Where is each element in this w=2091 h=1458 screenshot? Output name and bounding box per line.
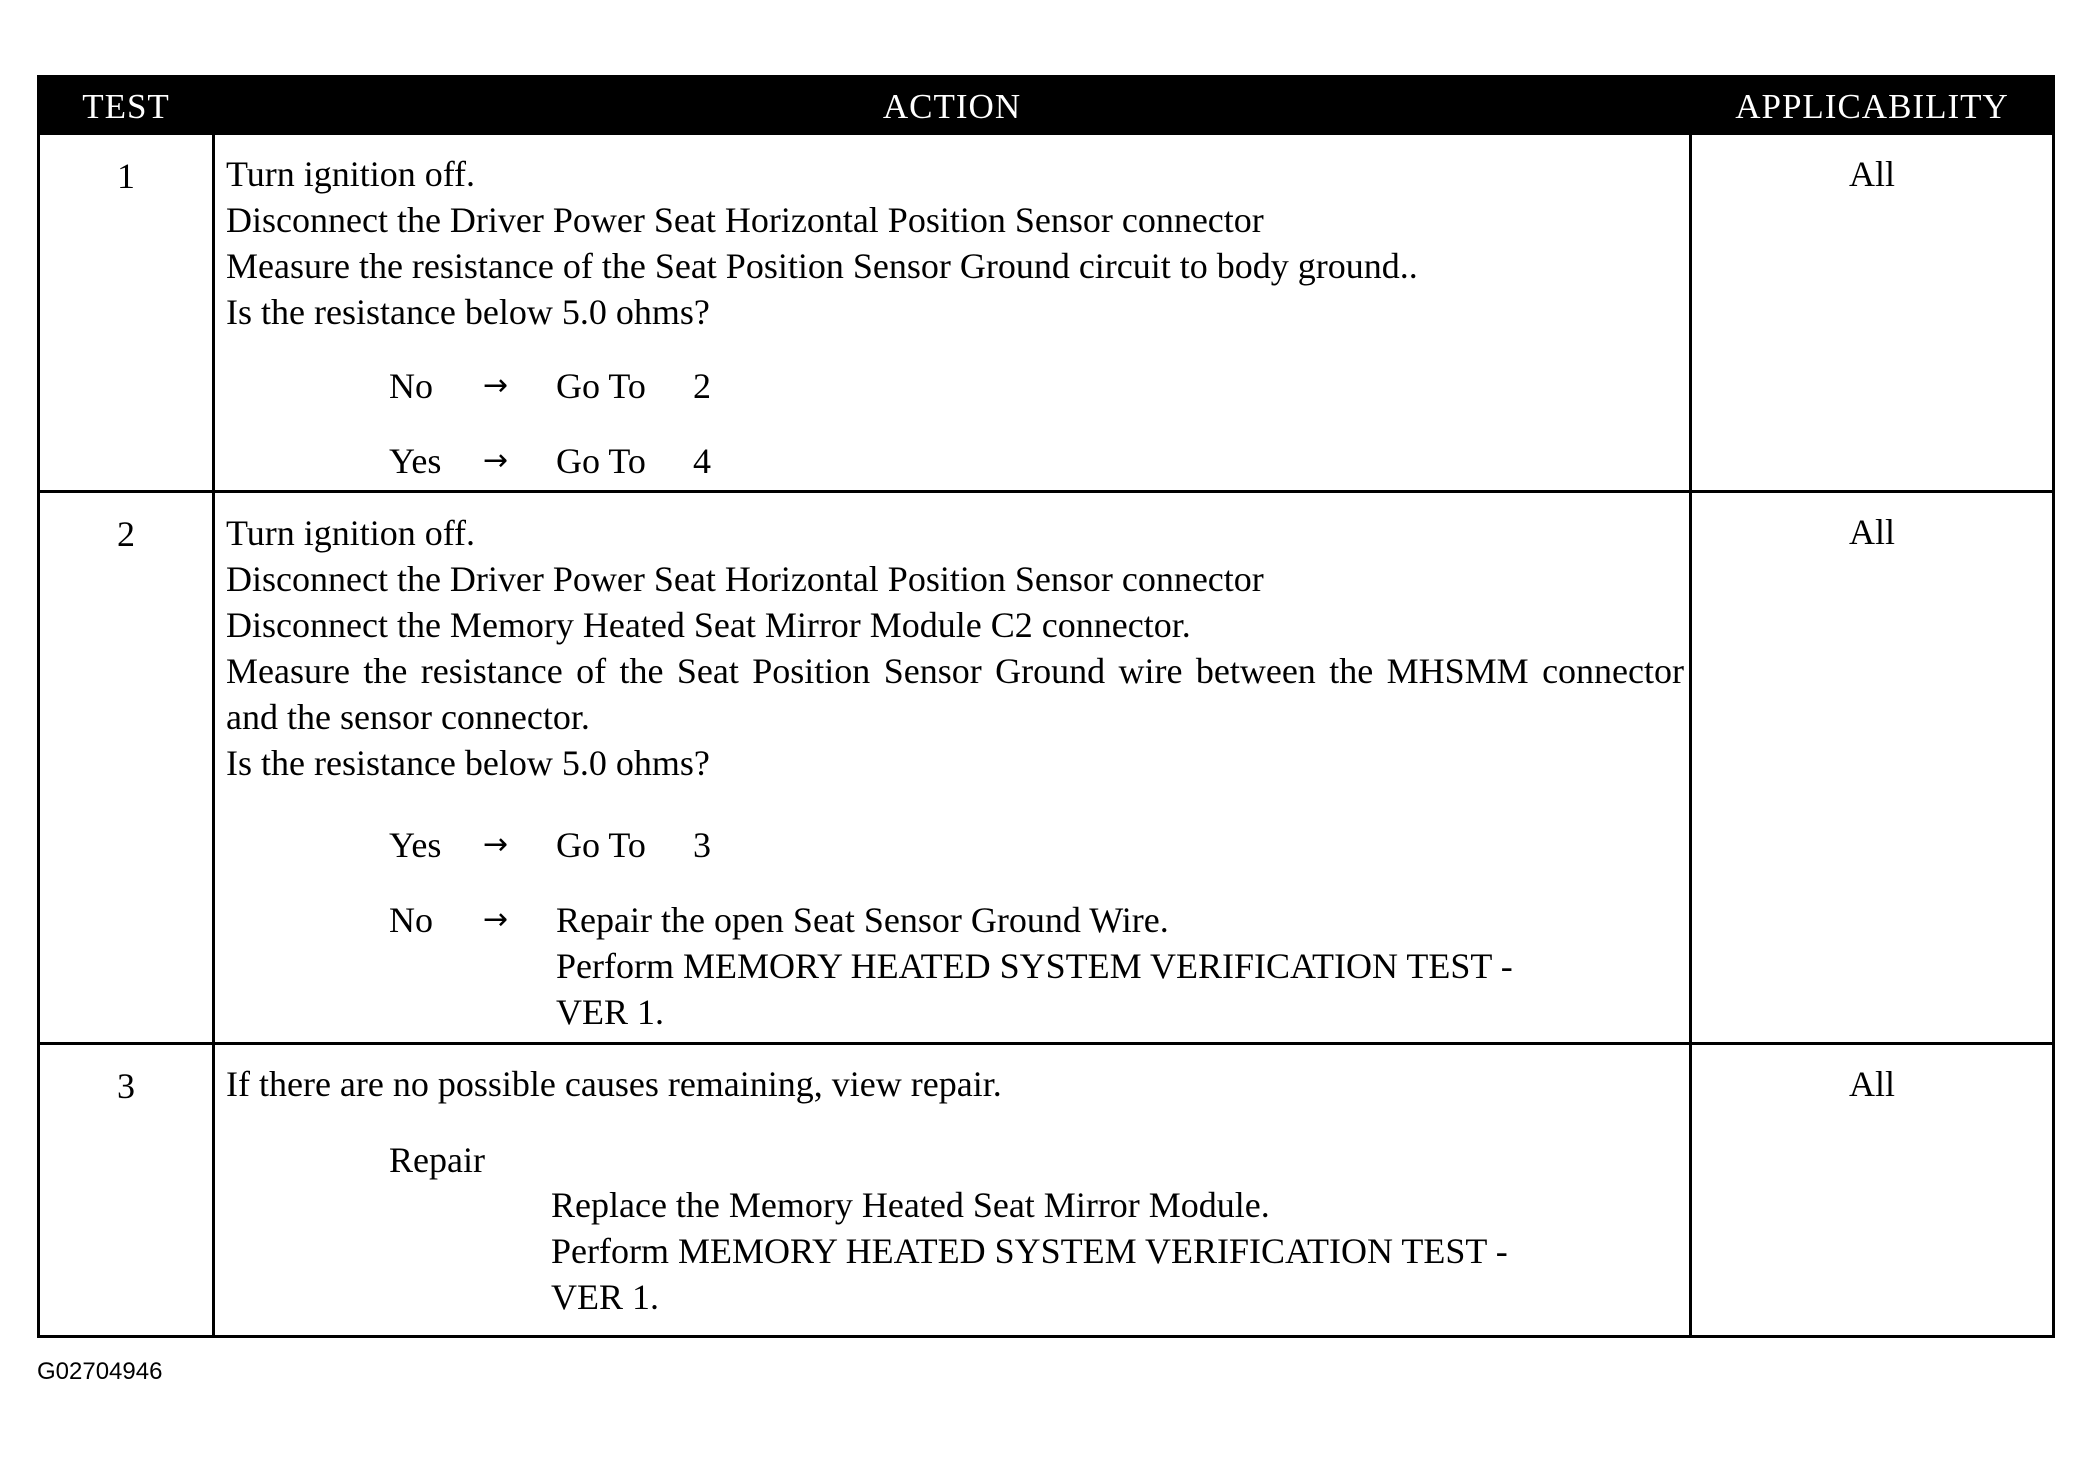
repair-line: Perform MEMORY HEATED SYSTEM VERIFICATION TEST - [551, 1231, 1508, 1271]
diagnostic-test-table [37, 75, 2055, 1338]
action-line: Disconnect the Driver Power Seat Horizontal Position Sensor connector [226, 200, 1264, 240]
action-line: Turn ignition off. [226, 154, 476, 194]
action-line: If there are no possible causes remaining, view repair. [226, 1064, 1002, 1104]
test-number: 2 [117, 514, 135, 554]
action-text [226, 151, 1684, 335]
repair-instructions [551, 1182, 1508, 1320]
applicability-value: All [1848, 154, 1895, 194]
header-applicability: APPLICABILITY [1735, 87, 2009, 126]
right-arrow-icon: → [483, 902, 509, 937]
figure-id: G02704946 [37, 1358, 163, 1385]
action-text [226, 510, 1684, 786]
goto-label: Go To [556, 441, 646, 481]
repair-instructions [556, 897, 1513, 1035]
action-line: Measure the resistance of the Seat Position Sensor Ground circuit to body ground.. [226, 246, 1418, 286]
test-number: 1 [117, 156, 135, 196]
repair-line: Perform MEMORY HEATED SYSTEM VERIFICATION TEST - [556, 946, 1513, 986]
goto-target[interactable]: 4 [693, 441, 711, 481]
goto-label: Go To [556, 825, 646, 865]
applicability-value: All [1848, 1064, 1895, 1104]
goto-target[interactable]: 2 [693, 366, 711, 406]
action-line: Disconnect the Memory Heated Seat Mirror Module C2 connector. [226, 605, 1191, 645]
applicability-value: All [1848, 512, 1895, 552]
goto-target[interactable]: 3 [693, 825, 711, 865]
result-label: No [389, 900, 433, 940]
action-line: Turn ignition off. [226, 513, 476, 553]
table-row-test-1 [40, 135, 2052, 490]
table-row-test-3 [40, 1045, 2052, 1317]
table-row-test-2 [40, 493, 2052, 1042]
repair-label: Repair [389, 1140, 485, 1180]
result-label: Yes [389, 825, 442, 865]
action-line: Is the resistance below 5.0 ohms? [226, 743, 710, 783]
header-action: ACTION [882, 87, 1022, 126]
repair-line: Repair the open Seat Sensor Ground Wire. [556, 900, 1169, 940]
action-paragraph: Measure the resistance of the Seat Position Sensor Ground wire between the MHSMM connector and the sensor connector. [226, 651, 1684, 737]
action-line: Disconnect the Driver Power Seat Horizontal Position Sensor connector [226, 559, 1264, 599]
right-arrow-icon: → [483, 443, 509, 478]
repair-line: VER 1. [556, 992, 664, 1032]
result-label: No [389, 366, 433, 406]
header-test: TEST [82, 87, 170, 126]
goto-label: Go To [556, 366, 646, 406]
action-text [226, 1061, 1684, 1107]
right-arrow-icon: → [483, 368, 509, 403]
repair-line: Replace the Memory Heated Seat Mirror Module. [551, 1185, 1270, 1225]
right-arrow-icon: → [483, 827, 509, 862]
result-label: Yes [389, 441, 442, 481]
table-header [40, 78, 2052, 135]
test-number: 3 [117, 1066, 135, 1106]
action-line: Is the resistance below 5.0 ohms? [226, 292, 710, 332]
repair-line: VER 1. [551, 1277, 659, 1317]
